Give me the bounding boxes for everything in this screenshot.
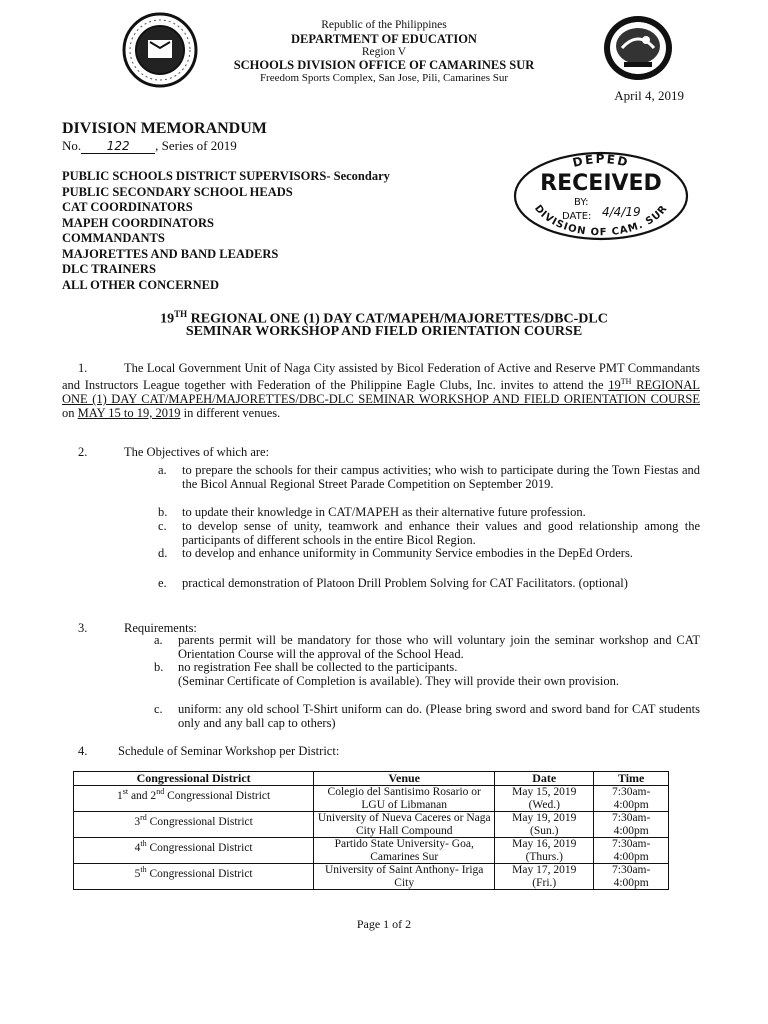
table-row — [74, 838, 669, 864]
section-number-3: 3. — [78, 621, 88, 635]
date-cell: May 15, 2019 (Wed.) — [495, 786, 594, 812]
recipient-item: PUBLIC SECONDARY SCHOOL HEADS — [62, 184, 293, 199]
table-row — [74, 786, 669, 812]
received-stamp — [510, 150, 692, 242]
district-cell: 1st and 2nd Congressional District — [74, 786, 314, 812]
column-header: Date — [495, 772, 594, 786]
objective-item: a. to prepare the schools for their campus activities; who wish to participate during the Town Fiestas and the Bicol Annual Regional Street Parade Competition on September 2019. — [158, 463, 700, 491]
stamp-date-value: 4/4/19 — [602, 205, 641, 219]
date-cell: May 19, 2019 (Sun.) — [495, 812, 594, 838]
venue-cell: Colegio del Santisimo Rosario or LGU of Libmanan — [314, 786, 495, 812]
requirements-heading: Requirements: — [124, 621, 197, 635]
recipient-list — [62, 169, 390, 293]
column-header: Congressional District — [74, 772, 314, 786]
seminar-title-line1: 19TH REGIONAL ONE (1) DAY CAT/MAPEH/MAJORETTES/DBC-DLC — [160, 309, 608, 327]
seminar-title-line2: SEMINAR WORKSHOP AND FIELD ORIENTATION COURSE — [185, 324, 583, 339]
time-cell: 7:30am- 4:00pm — [594, 864, 669, 890]
column-header: Time — [594, 772, 669, 786]
memo-title: DIVISION MEMORANDUM — [62, 120, 267, 137]
section-number-2: 2. — [78, 445, 88, 459]
recipient-item: MAPEH COORDINATORS — [62, 215, 214, 230]
column-header: Venue — [314, 772, 495, 786]
date-cell: May 16, 2019 (Thurs.) — [495, 838, 594, 864]
district-cell: 4th Congressional District — [74, 838, 314, 864]
table-row — [74, 812, 669, 838]
svg-text:DIVISION OF CAM. SUR — [532, 203, 670, 238]
table-row — [74, 864, 669, 890]
schedule-heading: Schedule of Seminar Workshop per District: — [118, 744, 340, 758]
section-number-4: 4. — [78, 744, 88, 758]
underlined-seminar-name: 19TH REGIONAL ONE (1) DAY CAT/MAPEH/MAJORETTES/DBC-DLC SEMINAR WORKSHOP AND FIELD ORIENTATION COURSE — [62, 377, 700, 407]
venue-cell: Partido State University- Goa, Camarines Sur — [314, 838, 495, 864]
stamp-date-label: DATE: — [562, 211, 592, 222]
underlined-date-range: MAY 15 to 19, 2019 — [77, 406, 181, 421]
objective-item: b. to update their knowledge in CAT/MAPEH as their alternative future profession. — [158, 505, 586, 519]
requirement-item: c. uniform: any old school T-Shirt uniform can do. (Please bring sword and sword band for CAT students only and any ball cap to others) — [154, 702, 700, 730]
memo-number-value: 122 — [81, 139, 155, 154]
recipient-item: PUBLIC SCHOOLS DISTRICT SUPERVISORS- Secondary — [62, 169, 390, 183]
venue-cell: University of Nueva Caceres or Naga City Hall Compound — [314, 812, 495, 838]
objective-item: c. to develop sense of unity, teamwork and enhance their values and good relationship among the participants of different schools in the entire Bicol Region. — [158, 519, 700, 547]
header-address: Freedom Sports Complex, San Jose, Pili, Camarines Sur — [259, 72, 509, 84]
time-cell: 7:30am- 4:00pm — [594, 786, 669, 812]
requirement-item: b. no registration Fee shall be collected to the participants. (Seminar Certificate of Completion is available). They will provide their own provision. — [154, 660, 619, 688]
stamp-top-text: DEPED — [571, 152, 631, 170]
stamp-bottom-text: DIVISION OF CAM. SUR — [531, 203, 671, 239]
recipient-item: MAJORETTES AND BAND LEADERS — [62, 246, 279, 261]
time-cell: 7:30am- 4:00pm — [594, 812, 669, 838]
paragraph-invitation: The Local Government Unit of Naga City assisted by Bicol Federation of Active and Reserve PMT Commandants and Instructors League together with Federation of the Philippine Eagle Clubs, Inc. invites to attend the 19TH REGIONAL ONE (1) DAY CAT/MAPEH/MAJORETTES/DBC-DLC SEMINAR WORKSHOP AND FIELD ORIENTATION COURSE on MAY 15 to 19, 2019 in different venues. — [62, 361, 700, 421]
stamp-received-text: RECEIVED — [540, 171, 662, 196]
objective-item: e. practical demonstration of Platoon Drill Problem Solving for CAT Facilitators. (optional) — [158, 576, 628, 590]
stamp-by-label: BY: — [574, 197, 589, 208]
memo-date: April 4, 2019 — [614, 88, 684, 103]
recipient-item: ALL OTHER CONCERNED — [62, 277, 219, 292]
objective-item: d. to develop and enhance uniformity in Community Service embodies in the DepEd Orders. — [158, 546, 633, 560]
header-department: DEPARTMENT OF EDUCATION — [291, 32, 477, 46]
header-region: Region V — [361, 46, 407, 58]
header-division-office: SCHOOLS DIVISION OFFICE OF CAMARINES SUR — [233, 58, 535, 72]
recipient-item: COMMANDANTS — [62, 231, 165, 245]
header-republic: Republic of the Philippines — [321, 19, 447, 31]
district-cell: 3rd Congressional District — [74, 812, 314, 838]
svg-text:DEPED — [571, 152, 631, 170]
venue-cell: University of Saint Anthony- Iriga City — [314, 864, 495, 890]
requirement-item: a. parents permit will be mandatory for those who will voluntary join the seminar workshop and CAT Orientation Course will the approval of the School Head. — [154, 633, 700, 661]
section-number-1: 1. — [78, 361, 88, 375]
memo-series: , Series of 2019 — [155, 138, 237, 153]
objectives-heading: The Objectives of which are: — [124, 445, 270, 459]
recipient-item: CAT COORDINATORS — [62, 200, 193, 214]
page-number: Page 1 of 2 — [356, 917, 412, 931]
memo-number-line — [62, 138, 237, 154]
recipient-item: DLC TRAINERS — [62, 262, 156, 276]
time-cell: 7:30am- 4:00pm — [594, 838, 669, 864]
memo-number-label: No. — [62, 138, 82, 153]
date-cell: May 17, 2019 (Fri.) — [495, 864, 594, 890]
district-cell: 5th Congressional District — [74, 864, 314, 890]
schedule-table — [73, 771, 669, 890]
table-header-row — [74, 772, 669, 786]
